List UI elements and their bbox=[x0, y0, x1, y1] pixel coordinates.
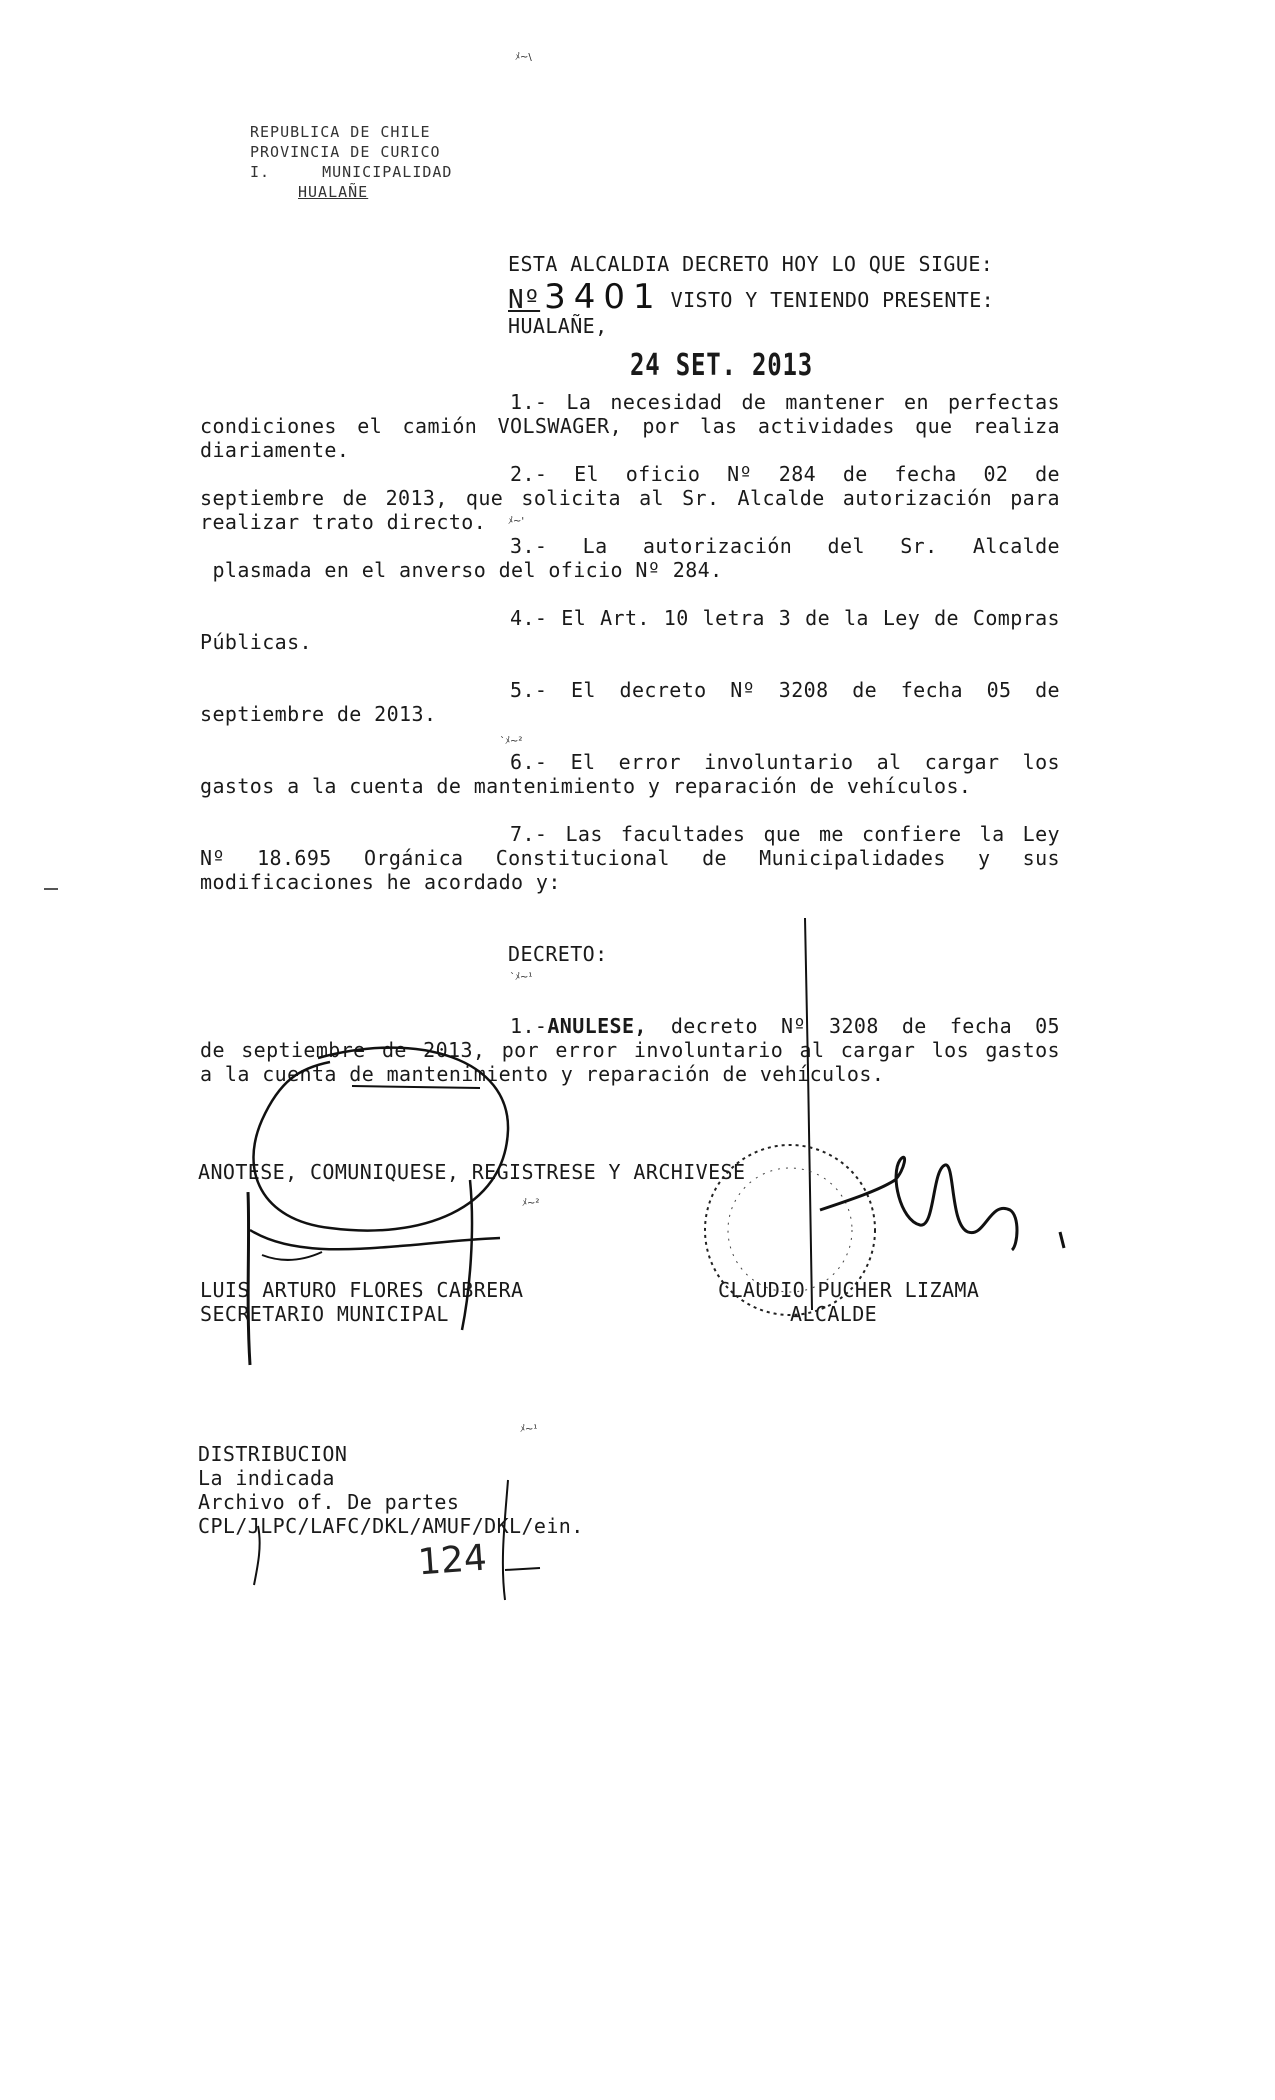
consideration-3-line-2: plasmada en el anverso del oficio Nº 284. bbox=[200, 558, 723, 582]
decree-keyword: ANULESE, bbox=[547, 1014, 647, 1038]
intro-line: ESTA ALCALDIA DECRETO HOY LO QUE SIGUE: bbox=[508, 252, 994, 276]
signatory-left-name: LUIS ARTURO FLORES CABRERA bbox=[200, 1278, 524, 1302]
signatory-right-name: CLAUDIO PUCHER LIZAMA bbox=[718, 1278, 980, 1302]
letterhead-country: REPUBLICA DE CHILE bbox=[250, 123, 431, 141]
scan-mark: `ﾒ~² bbox=[500, 736, 523, 747]
decree-item-rest: decreto Nº 3208 de fecha 05 bbox=[670, 1014, 1060, 1038]
letterhead-prefix: I. bbox=[250, 163, 271, 181]
ink-dot bbox=[1060, 1232, 1064, 1248]
closing-formula: ANOTESE, COMUNIQUESE, REGISTRESE Y ARCHIVESE bbox=[198, 1160, 746, 1184]
signature-left-tail bbox=[250, 1230, 500, 1249]
signatory-right-title: ALCALDE bbox=[790, 1302, 878, 1326]
letterhead-municipality bbox=[250, 162, 452, 182]
distribution-line-2: Archivo of. De partes bbox=[198, 1490, 460, 1514]
decree-item-prefix: 1.- bbox=[510, 1014, 548, 1038]
place-label: HUALAÑE, bbox=[508, 314, 608, 338]
distribution-heading: DISTRIBUCION bbox=[198, 1442, 348, 1466]
consideration-6-line-2: gastos a la cuenta de mantenimiento y reparación de vehículos. bbox=[200, 774, 972, 798]
consideration-2-first: 2.- El oficio Nº 284 de fecha 02 de bbox=[510, 462, 1060, 486]
consideration-1-first bbox=[510, 390, 1060, 414]
consideration-6-first: 6.- El error involuntario al cargar los bbox=[510, 750, 1060, 774]
consideration-text: 1.- La necesidad de mantener en perfectas bbox=[510, 390, 1060, 414]
margin-ink-line bbox=[805, 918, 812, 1310]
scan-mark: ﾒ~\ bbox=[515, 52, 532, 63]
distribution-line-1: La indicada bbox=[198, 1466, 335, 1490]
consideration-4-line-2: Públicas. bbox=[200, 630, 312, 654]
handwritten-stroke bbox=[505, 1568, 540, 1570]
scan-mark: ﾒ~' bbox=[508, 516, 525, 527]
signature-right bbox=[820, 1157, 1017, 1250]
date-stamp: 24 SET. 2013 bbox=[630, 348, 813, 383]
scan-mark: ﾒ~¹ bbox=[520, 1424, 538, 1435]
letterhead-province: PROVINCIA DE CURICO bbox=[250, 143, 441, 161]
handwritten-stroke bbox=[503, 1480, 508, 1600]
consideration-7-line-3: modificaciones he acordado y: bbox=[200, 870, 561, 894]
number-prefix: Nº bbox=[508, 285, 541, 315]
consideration-3-first: 3.- La autorización del Sr. Alcalde bbox=[510, 534, 1060, 558]
consideration-5-first: 5.- El decreto Nº 3208 de fecha 05 de bbox=[510, 678, 1060, 702]
decree-line-2: de septiembre de 2013, por error involuntario al cargar los gastos bbox=[200, 1038, 1060, 1062]
consideration-1-line-2: condiciones el camión VOLSWAGER, por las actividades que realiza bbox=[200, 414, 1060, 438]
signature-left-mark bbox=[262, 1252, 322, 1260]
consideration-2-line-3: realizar trato directo. bbox=[200, 510, 487, 534]
handwritten-note: 124 bbox=[416, 1537, 489, 1584]
consideration-5-line-2: septiembre de 2013. bbox=[200, 702, 437, 726]
strike-mark bbox=[352, 1086, 480, 1088]
distribution-line-3: CPL/JLPC/LAFC/DKL/AMUF/DKL/ein. bbox=[198, 1514, 584, 1538]
consideration-7-first: 7.- Las facultades que me confiere la Ley bbox=[510, 822, 1060, 846]
signatory-left-title: SECRETARIO MUNICIPAL bbox=[200, 1302, 449, 1326]
decree-item-first bbox=[510, 1014, 1060, 1038]
consideration-2-line-2: septiembre de 2013, que solicita al Sr. Alcalde autorización para bbox=[200, 486, 1060, 510]
decree-number-line bbox=[508, 277, 995, 317]
letterhead-municipality-label: MUNICIPALIDAD bbox=[322, 163, 453, 181]
consideration-4-first: 4.- El Art. 10 letra 3 de la Ley de Compras bbox=[510, 606, 1060, 630]
decree-heading: DECRETO: bbox=[508, 942, 608, 966]
consideration-1-line-3: diariamente. bbox=[200, 438, 350, 462]
consideration-7-line-2: Nº 18.695 Orgánica Constitucional de Municipalidades y sus bbox=[200, 846, 1060, 870]
municipal-seal-inner bbox=[728, 1168, 852, 1292]
scan-mark: ﾒ~² bbox=[522, 1198, 540, 1209]
decree-number: 3401 bbox=[544, 277, 663, 317]
letterhead-commune: HUALAÑE bbox=[298, 183, 369, 201]
signature-left-stroke-2 bbox=[462, 1180, 472, 1330]
visto-label: VISTO Y TENIENDO PRESENTE: bbox=[670, 288, 995, 312]
margin-dash bbox=[44, 888, 58, 890]
decree-line-3: a la cuenta de mantenimiento y reparación de vehículos. bbox=[200, 1062, 885, 1086]
scan-mark: `ﾒ~¹ bbox=[510, 972, 533, 983]
